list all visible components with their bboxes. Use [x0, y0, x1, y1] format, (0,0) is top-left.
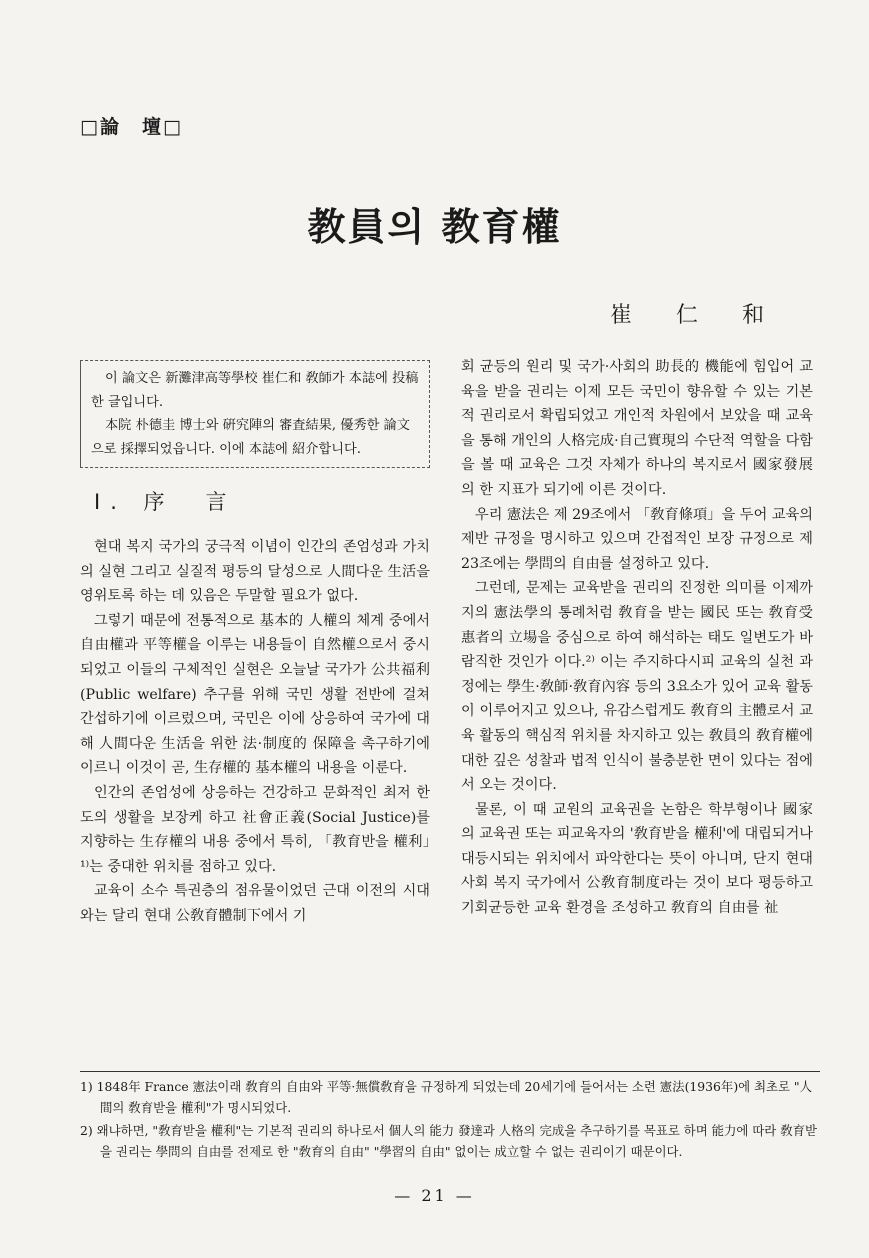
- section-tag: □論 壇□: [80, 116, 183, 138]
- section-heading: Ⅰ. 序 言: [94, 490, 237, 515]
- abstract-paragraph: 이 論文은 新灘津高等學校 崔仁和 敎師가 本誌에 投稿한 글입니다.: [91, 371, 419, 410]
- footnote: 2) 왜냐하면, "敎育받을 權利"는 기본적 권리의 하나로서 個人의 能力 發達과 人格의 完成을 추구하기를 목표로 하며 能力에 따라 敎育받을 권리는 學問의 自由를 전제로 한 "敎育의 自由" "學習의 自由" 없이는 成立할 수 없는 권리이기 때문이다.: [80, 1123, 817, 1159]
- body-paragraph: 교육이 소수 특권층의 점유물이었던 근대 이전의 시대와는 달리 현대 公敎育體制下에서 기: [80, 883, 430, 924]
- body-paragraph: 그런데, 문제는 교육받을 권리의 진정한 의미를 이제까지의 憲法學의 통례처럼 敎育을 받는 國民 또는 敎育受惠者의 立場을 중심으로 하여 해석하는 태도 일변도가 바람직한 것인가 이다.²⁾ 이는 주지하다시피 교육의 실천 과정에는 學生·敎師·敎育內容 등의 3요소가 있어 교육 활동이 이루어지고 있으나, 유감스럽게도 敎育의 主體로서 교육 활동의 핵심적 위치를 차지하고 있는 敎員의 敎育權에 대한 깊은 성찰과 법적 인식이 불충분한 면이 있다는 점에서 오는 것이다.: [461, 580, 813, 794]
- footnote-divider: [80, 1071, 820, 1072]
- footnote: 1) 1848年 France 憲法이래 敎育의 自由와 平等·無償敎育을 규정하게 되었는데 20세기에 들어서는 소련 憲法(1936年)에 최초로 "人間의 敎育받을 權利"가 명시되었다.: [80, 1079, 812, 1115]
- abstract-paragraph: 本院 朴德圭 博士와 硏究陣의 審査結果, 優秀한 論文으로 採擇되었읍니다. 이에 本誌에 紹介합니다.: [91, 418, 410, 457]
- footnotes: [80, 1076, 820, 1164]
- author-name: 崔仁和: [610, 303, 809, 328]
- body-paragraph: 물론, 이 때 교원의 교육권을 논함은 학부형이나 國家의 교육권 또는 피교육자의 '敎育받을 權利'에 대립되거나 대등시되는 위치에서 파악한다는 뜻이 아니며, 단지 현대 사회 복지 국가에서 公敎育制度라는 것이 보다 평등하고 기회균등한 교육 환경을 조성하고 敎育의 自由를 祉: [461, 801, 814, 917]
- body-paragraph: 우리 憲法은 제 29조에서 「敎育條項」을 두어 교육의 제반 규정을 명시하고 있으며 간접적인 보장 규정으로 제 23조에는 學問의 自由를 설정하고 있다.: [461, 506, 813, 572]
- body-paragraph: 그렇기 때문에 전통적으로 基本的 人權의 체계 중에서 自由權과 平等權을 이루는 내용들이 自然權으로서 중시되었고 이들의 구체적인 실현은 오늘날 국가가 公共福利(Public welfare) 추구를 위해 국민 생활 전반에 걸쳐 간섭하기에 이르렀으며, 국민은 이에 상응하여 국가에 대해 人間다운 生活을 위한 法·制度的 保障을 촉구하기에 이르니 이것이 곧, 生存權的 基本權의 내용을 이룬다.: [80, 612, 430, 777]
- right-column: [461, 355, 813, 921]
- body-paragraph: 회 균등의 원리 및 국가·사회의 助長的 機能에 힘입어 교육을 받을 권리는 이제 모든 국민이 향유할 수 있는 기본적 권리로서 확립되었고 개인적 차원에서 보았을 때 교육을 통해 개인의 人格完成·自己實現의 수단적 역할을 다함을 볼 때 교육은 그것 자체가 하나의 복지로서 國家發展의 한 지표가 되기에 이른 것이다.: [461, 359, 813, 498]
- abstract-box: [80, 360, 430, 468]
- page-title: 教員의 教育權: [307, 204, 562, 249]
- left-column: [80, 360, 430, 928]
- body-paragraph: 현대 복지 국가의 궁극적 이념이 인간의 존엄성과 가치의 실현 그리고 실질적 평등의 달성으로 人間다운 生活을 영위토록 하는 데 있음은 두말할 필요가 없다.: [80, 538, 430, 605]
- body-paragraph: 인간의 존엄성에 상응하는 건강하고 문화적인 최저 한도의 생활을 보장케 하고 社會正義(Social Justice)를 지향하는 生存權의 내용 중에서 특히, 「教育반을 權利」¹⁾는 중대한 위치를 점하고 있다.: [80, 784, 430, 875]
- page-number: — 21 —: [394, 1186, 475, 1205]
